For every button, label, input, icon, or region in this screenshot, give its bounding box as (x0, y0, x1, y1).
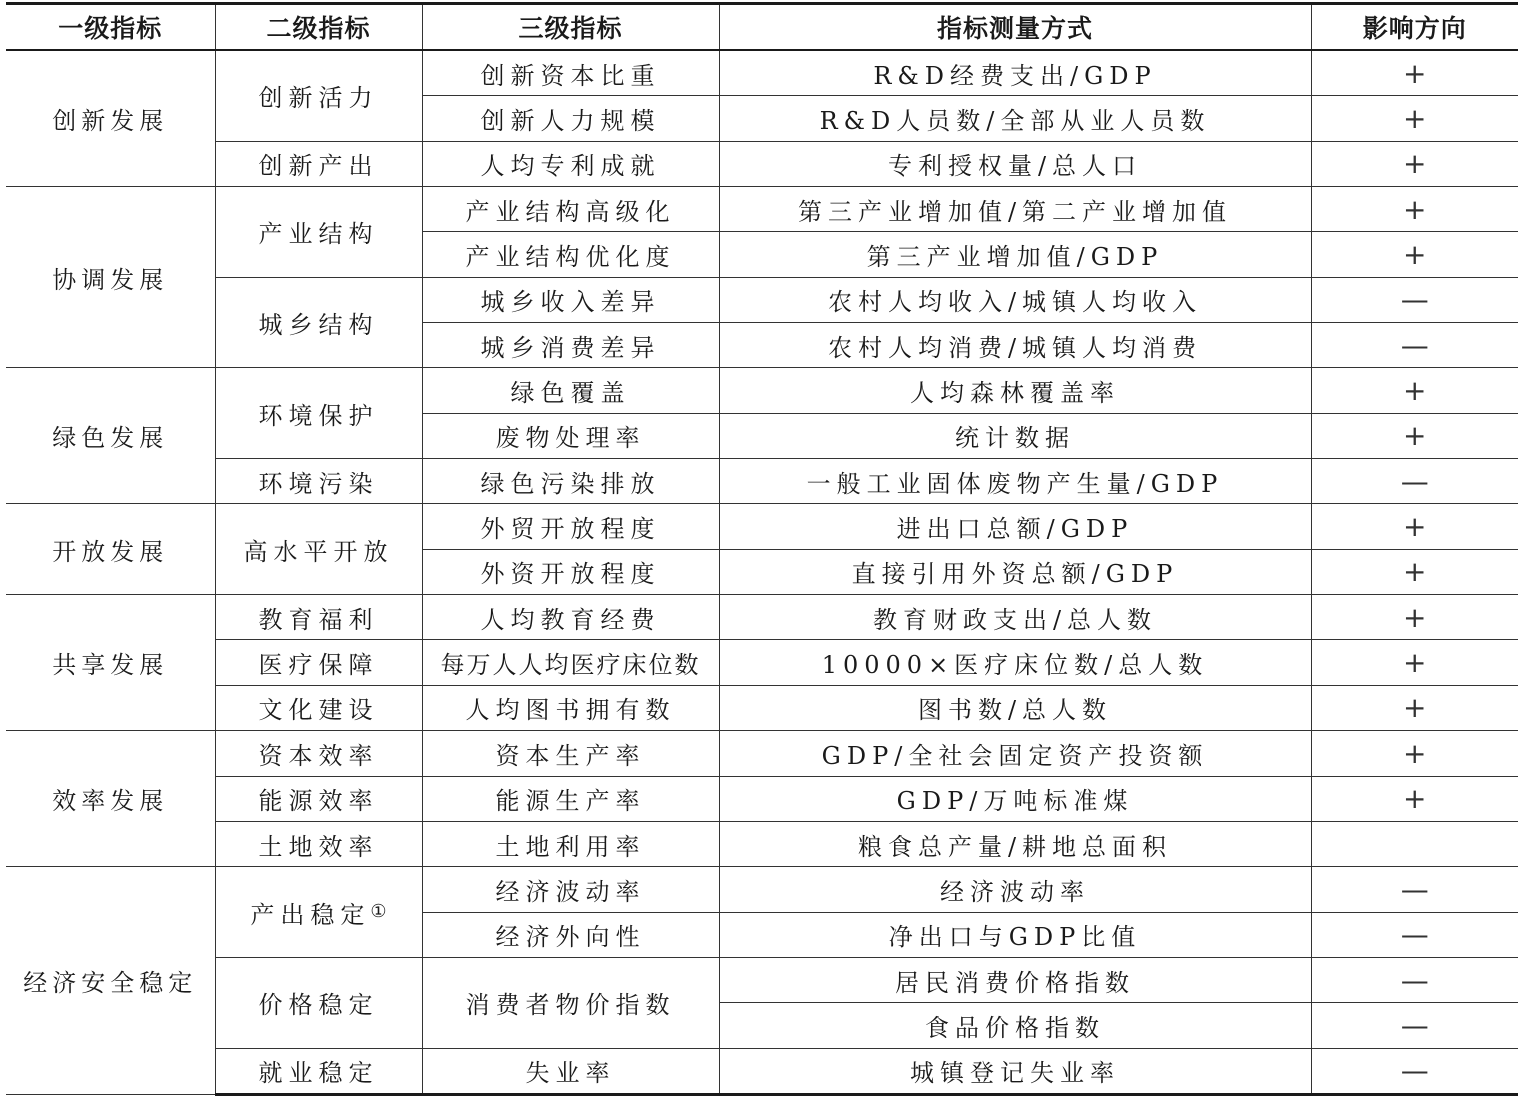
level3-cell: 绿色污染排放 (422, 459, 719, 504)
direction-cell: + (1311, 141, 1518, 186)
direction-cell: + (1311, 731, 1518, 776)
level3-cell: 外贸开放程度 (422, 504, 719, 549)
footnote-marker: ① (370, 900, 387, 922)
header-level1: 一级指标 (6, 4, 215, 51)
header-direction: 影响方向 (1311, 4, 1518, 51)
table-row (6, 504, 1518, 549)
method-cell: GDP/全社会固定资产投资额 (719, 731, 1311, 776)
level2-cell: 文化建设 (215, 685, 422, 730)
level3-cell: 土地利用率 (422, 821, 719, 866)
table-row (6, 277, 1518, 322)
level3-cell: 绿色覆盖 (422, 368, 719, 413)
table-row (6, 731, 1518, 776)
level1-cell: 绿色发展 (6, 368, 215, 504)
table-row (6, 957, 1518, 1002)
level3-cell: 失业率 (422, 1048, 719, 1094)
direction-cell: + (1311, 187, 1518, 232)
method-cell: R&D人员数/全部从业人员数 (719, 96, 1311, 141)
method-cell: 居民消费价格指数 (719, 957, 1311, 1002)
method-cell: GDP/万吨标准煤 (719, 776, 1311, 821)
table-row (6, 141, 1518, 186)
method-cell: 净出口与GDP比值 (719, 912, 1311, 957)
method-cell: 经济波动率 (719, 867, 1311, 912)
direction-cell: — (1311, 912, 1518, 957)
level2-cell: 医疗保障 (215, 640, 422, 685)
method-cell: 统计数据 (719, 413, 1311, 458)
direction-cell: + (1311, 595, 1518, 640)
header-level2: 二级指标 (215, 4, 422, 51)
level2-cell: 创新产出 (215, 141, 422, 186)
direction-cell: + (1311, 50, 1518, 96)
method-cell: 第三产业增加值/第二产业增加值 (719, 187, 1311, 232)
level2-cell: 教育福利 (215, 595, 422, 640)
level2-cell: 价格稳定 (215, 957, 422, 1048)
table-row (6, 595, 1518, 640)
header-row (6, 4, 1518, 51)
level3-cell: 外资开放程度 (422, 549, 719, 594)
level3-cell: 创新人力规模 (422, 96, 719, 141)
direction-cell: — (1311, 957, 1518, 1002)
level2-cell: 高水平开放 (215, 504, 422, 595)
table-row (6, 368, 1518, 413)
level2-cell: 环境污染 (215, 459, 422, 504)
direction-cell: — (1311, 323, 1518, 368)
level1-cell: 经济安全稳定 (6, 867, 215, 1095)
table-row (6, 459, 1518, 504)
level2-cell (215, 867, 422, 958)
direction-cell: + (1311, 368, 1518, 413)
direction-cell: — (1311, 867, 1518, 912)
level3-cell: 人均图书拥有数 (422, 685, 719, 730)
header-level3: 三级指标 (422, 4, 719, 51)
level2-cell: 能源效率 (215, 776, 422, 821)
level3-cell: 人均教育经费 (422, 595, 719, 640)
direction-cell: + (1311, 413, 1518, 458)
table-row (6, 685, 1518, 730)
level2-cell: 就业稳定 (215, 1048, 422, 1094)
method-cell: 粮食总产量/耕地总面积 (719, 821, 1311, 866)
level2-cell: 产业结构 (215, 187, 422, 278)
table-row (6, 821, 1518, 866)
level3-cell: 经济外向性 (422, 912, 719, 957)
direction-cell: — (1311, 1048, 1518, 1094)
direction-cell: + (1311, 685, 1518, 730)
method-cell: 食品价格指数 (719, 1003, 1311, 1048)
direction-cell: + (1311, 640, 1518, 685)
method-cell: 进出口总额/GDP (719, 504, 1311, 549)
method-cell: 10000×医疗床位数/总人数 (719, 640, 1311, 685)
level2-cell: 环境保护 (215, 368, 422, 459)
level1-cell: 创新发展 (6, 50, 215, 187)
level1-cell: 协调发展 (6, 187, 215, 368)
direction-cell: + (1311, 504, 1518, 549)
method-cell: 农村人均收入/城镇人均收入 (719, 277, 1311, 322)
level2-cell: 创新活力 (215, 50, 422, 141)
table-row (6, 1048, 1518, 1094)
method-cell: R&D经费支出/GDP (719, 50, 1311, 96)
method-cell: 图书数/总人数 (719, 685, 1311, 730)
level3-cell: 废物处理率 (422, 413, 719, 458)
level3-cell: 能源生产率 (422, 776, 719, 821)
direction-cell: + (1311, 549, 1518, 594)
direction-cell: + (1311, 232, 1518, 277)
method-cell: 城镇登记失业率 (719, 1048, 1311, 1094)
direction-cell (1311, 821, 1518, 866)
method-cell: 直接引用外资总额/GDP (719, 549, 1311, 594)
level3-cell: 资本生产率 (422, 731, 719, 776)
indicator-table (6, 2, 1518, 1096)
direction-cell: — (1311, 459, 1518, 504)
level2-cell: 城乡结构 (215, 277, 422, 368)
level1-cell: 开放发展 (6, 504, 215, 595)
direction-cell: + (1311, 776, 1518, 821)
method-cell: 农村人均消费/城镇人均消费 (719, 323, 1311, 368)
table-row (6, 640, 1518, 685)
method-cell: 专利授权量/总人口 (719, 141, 1311, 186)
direction-cell: — (1311, 277, 1518, 322)
method-cell: 一般工业固体废物产生量/GDP (719, 459, 1311, 504)
table-row (6, 776, 1518, 821)
level2-cell: 资本效率 (215, 731, 422, 776)
level3-cell: 创新资本比重 (422, 50, 719, 96)
level3-cell: 消费者物价指数 (422, 957, 719, 1048)
level2-label: 产出稳定 (250, 900, 371, 929)
level3-cell: 经济波动率 (422, 867, 719, 912)
table-row (6, 187, 1518, 232)
level3-cell: 产业结构高级化 (422, 187, 719, 232)
table-row (6, 867, 1518, 912)
method-cell: 人均森林覆盖率 (719, 368, 1311, 413)
direction-cell: + (1311, 96, 1518, 141)
level3-cell: 每万人人均医疗床位数 (422, 640, 719, 685)
table-row (6, 50, 1518, 96)
level3-cell: 产业结构优化度 (422, 232, 719, 277)
level3-cell: 城乡收入差异 (422, 277, 719, 322)
direction-cell: — (1311, 1003, 1518, 1048)
level3-cell: 城乡消费差异 (422, 323, 719, 368)
method-cell: 第三产业增加值/GDP (719, 232, 1311, 277)
level2-cell: 土地效率 (215, 821, 422, 866)
level1-cell: 效率发展 (6, 731, 215, 867)
level3-cell: 人均专利成就 (422, 141, 719, 186)
level1-cell: 共享发展 (6, 595, 215, 731)
method-cell: 教育财政支出/总人数 (719, 595, 1311, 640)
header-method: 指标测量方式 (719, 4, 1311, 51)
